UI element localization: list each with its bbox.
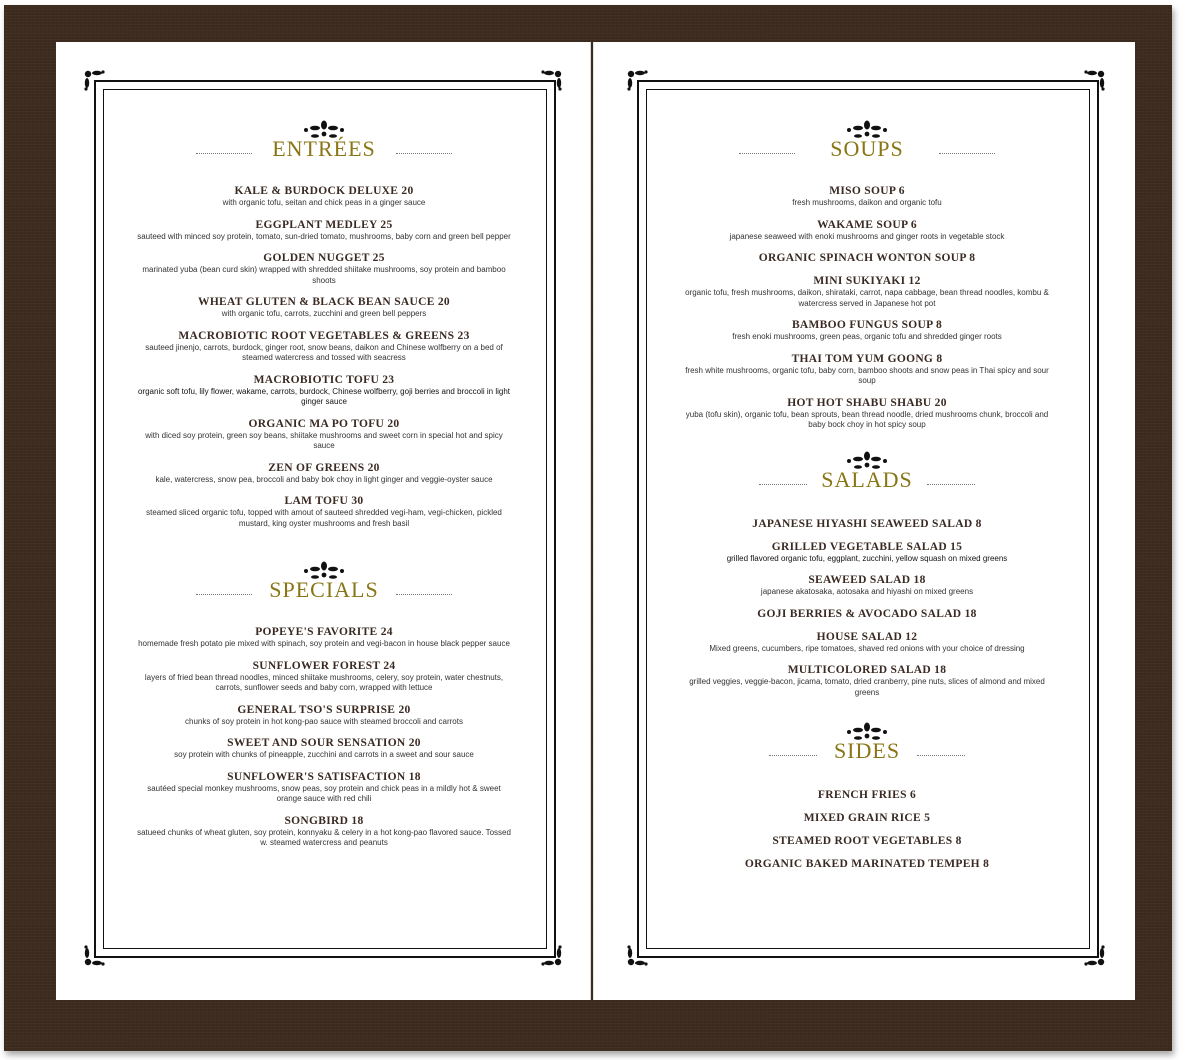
sides-heading <box>767 720 967 778</box>
specials-list <box>116 625 532 849</box>
menu-item-name: JAPANESE HIYASHI SEAWEED SALAD 8 <box>752 517 982 530</box>
left-page <box>56 42 591 1000</box>
menu-item-name: SEAWEED SALAD 18 <box>808 574 926 586</box>
menu-item <box>659 184 1075 209</box>
menu-item-description: organic soft tofu, lily flower, wakame, carrots, burdock, Chinese wolfberry, goji berries and broccoli in light ginger sauce <box>137 386 510 406</box>
menu-item-name: ORGANIC MA PO TOFU 20 <box>248 417 400 430</box>
menu-item <box>116 417 532 452</box>
menu-item-name: POPEYE'S FAVORITE 24 <box>255 626 393 638</box>
soups-heading <box>737 118 997 176</box>
menu-item <box>116 251 532 286</box>
menu-item-name: WHEAT GLUTEN & BLACK BEAN SAUCE 20 <box>198 296 450 308</box>
dotted-rule <box>396 153 452 154</box>
menu-item <box>116 218 532 243</box>
right-page <box>593 42 1135 1000</box>
menu-item-name: WAKAME SOUP 6 <box>817 218 917 231</box>
menu-item-name: GOLDEN NUGGET 25 <box>263 252 385 264</box>
menu-item-description: steamed sliced organic tofu, topped with amout of sauteed shredded vegi-ham, vegi-chicken, pickled mustard, king oyster mushrooms and fresh basil <box>146 508 502 528</box>
menu-item-name: MINI SUKIYAKI 12 <box>813 275 921 287</box>
left-page-content <box>116 118 532 858</box>
menu-item-name: GENERAL TSO'S SURPRISE 20 <box>237 703 411 716</box>
menu-item-name: GRILLED VEGETABLE SALAD 15 <box>771 540 963 553</box>
menu-item-description: fresh mushrooms, daikon and organic tofu <box>792 198 942 207</box>
menu-item-name: MACROBIOTIC ROOT VEGETABLES & GREENS 23 <box>178 329 470 342</box>
menu-item <box>659 352 1075 387</box>
menu-item-description: fresh white mushrooms, organic tofu, baby corn, bamboo shoots and snow peas in Thai spicy and sour soup <box>685 365 1049 385</box>
salads-heading <box>757 449 977 507</box>
menu-item <box>659 517 1075 531</box>
menu-item <box>116 461 532 486</box>
dotted-rule <box>917 755 965 756</box>
menu-item <box>659 540 1075 565</box>
section-title-soups: SOUPS <box>830 136 904 161</box>
menu-item <box>659 573 1075 598</box>
menu-item-description: grilled flavored organic tofu, eggplant, zucchini, yellow squash on mixed greens <box>726 553 1008 563</box>
menu-item <box>116 703 532 728</box>
menu-item-description: japanese seaweed with enoki mushrooms and ginger roots in vegetable stock <box>729 231 1005 241</box>
dotted-rule <box>396 594 452 595</box>
menu-item-name: BAMBOO FUNGUS SOUP 8 <box>791 319 943 331</box>
menu-item-name: KALE & BURDOCK DELUXE 20 <box>234 185 414 197</box>
menu-item-description: marinated yuba (bean curd skin) wrapped with shredded shiitake mushrooms, soy protein and bamboo shoots <box>142 265 506 285</box>
menu-item <box>116 373 532 408</box>
corner-flourish-icon <box>1081 942 1107 968</box>
soups-list <box>659 184 1075 431</box>
menu-item <box>116 736 532 761</box>
menu-item <box>116 295 532 320</box>
menu-item <box>116 184 532 209</box>
menu-item-description: sautéed special monkey mushrooms, snow peas, soy protein and chick peas in a mildly hot & sweet orange sauce with red chili <box>147 783 501 803</box>
right-page-content <box>659 118 1075 880</box>
menu-item <box>659 663 1075 698</box>
menu-item-name: HOUSE SALAD 12 <box>816 630 918 643</box>
menu-item-name: GOJI BERRIES & AVOCADO SALAD 18 <box>757 607 977 620</box>
menu-item-name: MISO SOUP 6 <box>829 185 905 197</box>
menu-item-description: sauteed jinenjo, carrots, burdock, ginger root, snow beans, daikon and Chinese wolfberry on a bed of steamed watercress and tossed with seacress <box>145 342 503 362</box>
menu-item-name: LAM TOFU 30 <box>284 495 364 507</box>
menu-item-name: ORGANIC SPINACH WONTON SOUP 8 <box>758 252 976 264</box>
menu-item <box>116 770 532 805</box>
menu-item-name: SONGBIRD 18 <box>284 814 364 827</box>
menu-item <box>116 814 532 849</box>
menu-item-name: MULTICOLORED SALAD 18 <box>787 664 947 676</box>
menu-item <box>116 625 532 650</box>
side-item: ORGANIC BAKED MARINATED TEMPEH 8 <box>744 858 990 870</box>
side-item: MIXED GRAIN RICE 5 <box>803 812 931 824</box>
corner-flourish-icon <box>538 68 564 94</box>
side-item: FRENCH FRIES 6 <box>817 789 917 801</box>
menu-item-description: layers of fried bean thread noodles, minced shiitake mushrooms, celery, soy protein, water chestnuts, carrots, sunflower seeds and baby corn, wrapped with lettuce <box>144 672 504 692</box>
menu-item-description: with diced soy protein, green soy beans, shiitake mushrooms and sweet corn in special hot and spicy sauce <box>145 430 503 450</box>
menu-item-name: EGGPLANT MEDLEY 25 <box>255 218 393 231</box>
menu-item-name: SUNFLOWER'S SATISFACTION 18 <box>227 770 421 783</box>
menu-item <box>116 659 532 694</box>
entrees-list <box>116 184 532 529</box>
section-title-salads: SALADS <box>821 466 913 492</box>
menu-item-description: with organic tofu, carrots, zucchini and green bell peppers <box>221 309 427 318</box>
menu-item-description: fresh enoki mushrooms, green peas, organic tofu and shredded ginger roots <box>732 332 1002 341</box>
section-title-sides: SIDES <box>833 738 901 763</box>
menu-item <box>116 329 532 364</box>
menu-item-description: grilled veggies, veggie-bacon, jicama, tomato, dried cranberry, pine nuts, slices of almond and mixed greens <box>689 677 1045 697</box>
menu-item-name: ZEN OF GREENS 20 <box>268 461 380 474</box>
menu-item-description: with organic tofu, seitan and chick peas in a ginger sauce <box>222 198 426 207</box>
corner-flourish-icon <box>82 68 108 94</box>
corner-flourish-icon <box>82 942 108 968</box>
menu-item-description: chunks of soy protein in hot kong-pao sauce with steamed broccoli and carrots <box>185 716 463 726</box>
corner-flourish-icon <box>625 942 651 968</box>
corner-flourish-icon <box>625 68 651 94</box>
menu-item-description: Mixed greens, cucumbers, ripe tomatoes, shaved red onions with your choice of dressing <box>709 643 1025 653</box>
menu-item <box>659 396 1075 431</box>
menu-item <box>116 494 532 529</box>
corner-flourish-icon <box>1081 68 1107 94</box>
menu-item <box>659 318 1075 343</box>
section-title-specials: SPECIALS <box>269 577 379 602</box>
menu-item-description: sauteed with minced soy protein, tomato, sun-dried tomato, mushrooms, baby corn and green bell pepper <box>137 231 511 241</box>
menu-item <box>659 630 1075 655</box>
menu-item <box>659 251 1075 265</box>
menu-item-description: satueed chunks of wheat gluten, soy protein, konnyaku & celery in a hot kong-pao flavored sauce. Tossed w. steamed watercress and peanuts <box>137 827 511 847</box>
menu-item-name: MACROBIOTIC TOFU 23 <box>253 373 395 386</box>
menu-item-description: kale, watercress, snow pea, broccoli and baby bok choy in light ginger and veggie-oyster sauce <box>155 474 493 484</box>
menu-item-description: homemade fresh potato pie mixed with spinach, soy protein and vegi-bacon in house black pepper sauce <box>138 639 510 648</box>
menu-item-description: yuba (tofu skin), organic tofu, bean sprouts, bean thread noodle, dried mushrooms chunk, broccoli and baby bock choy in hot spicy soup <box>685 409 1049 429</box>
section-title-entrees: ENTRÉES <box>272 136 376 161</box>
side-item: STEAMED ROOT VEGETABLES 8 <box>772 835 962 847</box>
menu-item-description: organic tofu, fresh mushrooms, daikon, shirataki, carrot, napa cabbage, bean thread noodles, kombu & watercress served in Japanese hot pot <box>685 288 1049 308</box>
menu-item-name: THAI TOM YUM GOONG 8 <box>791 352 943 365</box>
dotted-rule <box>939 153 995 154</box>
menu-item <box>659 607 1075 621</box>
sides-list <box>659 788 1075 871</box>
menu-item-description: japanese akatosaka, aotosaka and hiyashi on mixed greens <box>760 587 974 596</box>
menu-item-description: soy protein with chunks of pineapple, zucchini and carrots in a sweet and sour sauce <box>174 750 474 759</box>
entrees-heading <box>194 118 454 176</box>
salads-list <box>659 517 1075 699</box>
menu-item-name: SUNFLOWER FOREST 24 <box>252 659 396 672</box>
menu-item <box>659 274 1075 309</box>
dotted-rule <box>927 484 975 485</box>
specials-heading <box>194 559 454 617</box>
menu-item-name: HOT HOT SHABU SHABU 20 <box>787 396 947 409</box>
menu-item-name: SWEET AND SOUR SENSATION 20 <box>227 737 421 749</box>
menu-item <box>659 218 1075 243</box>
corner-flourish-icon <box>538 942 564 968</box>
